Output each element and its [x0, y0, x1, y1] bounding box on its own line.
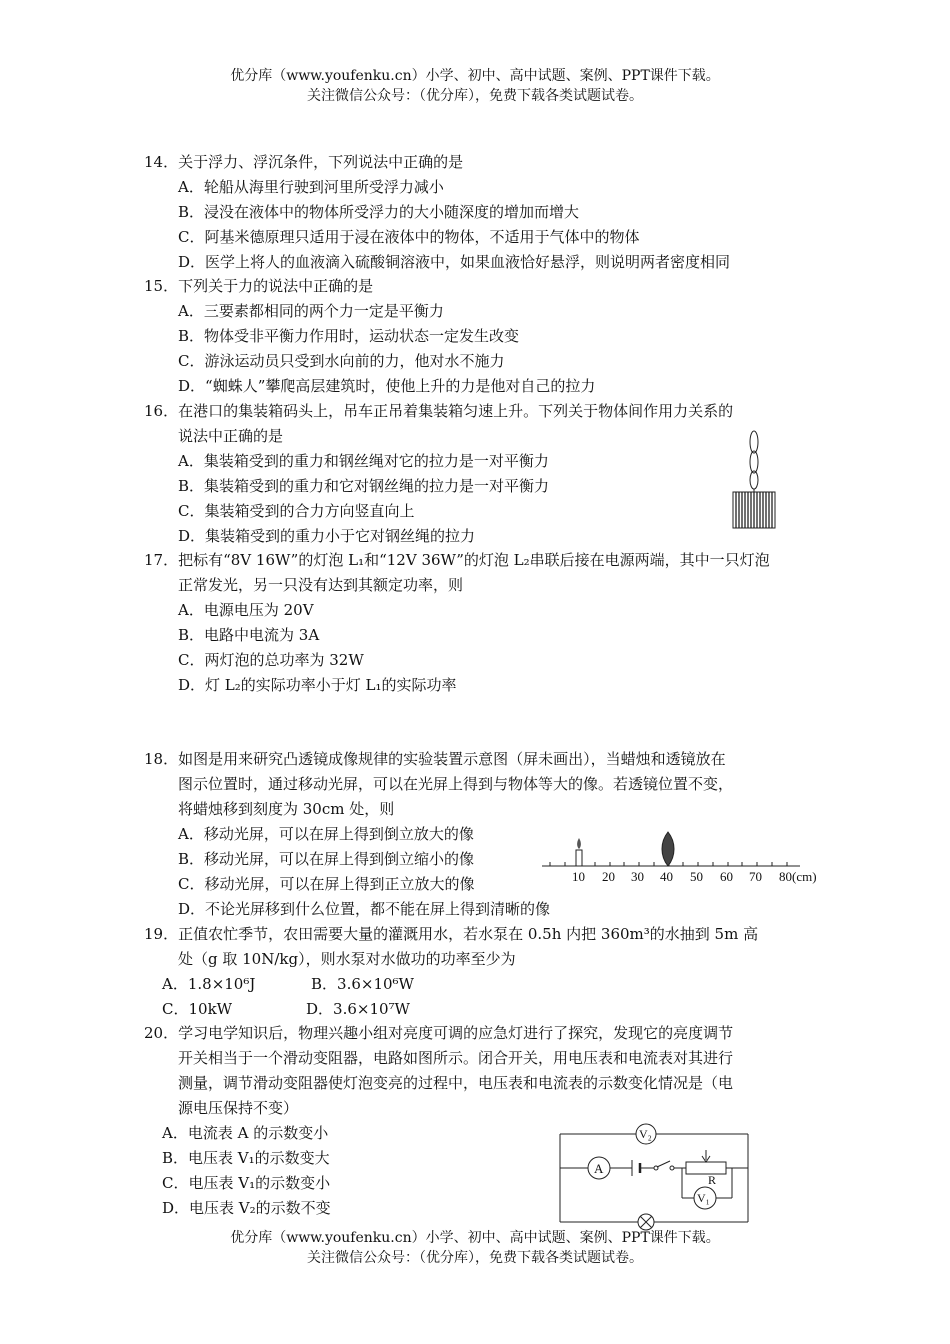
- q15-option-d: D．“蜘蛛人”攀爬高层建筑时，使他上升的力是他对自己的拉力: [178, 377, 596, 395]
- q20-stem-2: 开关相当于一个滑动变阻器，电路如图所示。闭合开关，用电压表和电流表对其进行: [178, 1049, 734, 1067]
- scale-label: 30: [631, 869, 644, 884]
- circuit-diagram: [552, 1122, 758, 1234]
- q16-option-d: D．集装箱受到的重力小于它对钢丝绳的拉力: [178, 527, 476, 545]
- q17-option-b: B．电路中电流为 3A: [178, 626, 320, 644]
- q16-stem-2: 说法中正确的是: [178, 427, 284, 445]
- q18-stem-2: 图示位置时，通过移动光屏，可以在光屏上得到与物体等大的像。若透镜位置不变，: [178, 775, 734, 793]
- scale-label: 10: [572, 869, 585, 884]
- q16-option-a: A．集装箱受到的重力和钢丝绳对它的拉力是一对平衡力: [178, 452, 549, 470]
- q20-option-c: C．电压表 V₁的示数变小: [162, 1174, 331, 1192]
- q18-option-a: A．移动光屏，可以在屏上得到倒立放大的像: [178, 825, 474, 843]
- q16-option-c: C．集装箱受到的合力方向竖直向上: [178, 502, 415, 520]
- scale-label: 70: [749, 869, 762, 884]
- q20-stem-1: 20．学习电学知识后，物理兴趣小组对亮度可调的应急灯进行了探究，发现它的亮度调节: [144, 1024, 734, 1042]
- q14-option-b: B．浸没在液体中的物体所受浮力的大小随深度的增加而增大: [178, 203, 580, 221]
- q18-option-b: B．移动光屏，可以在屏上得到倒立缩小的像: [178, 850, 475, 868]
- q17-option-d: D．灯 L₂的实际功率小于灯 L₁的实际功率: [178, 676, 457, 694]
- q16-stem-1: 16．在港口的集装箱码头上，吊车正吊着集装箱匀速上升。下列关于物体间作用力关系的: [144, 402, 734, 420]
- q17-option-a: A．电源电压为 20V: [178, 601, 314, 619]
- q18-stem-1: 18．如图是用来研究凸透镜成像规律的实验装置示意图（屏未画出），当蜡烛和透镜放在: [144, 750, 726, 768]
- q20-option-a: A．电流表 A 的示数变小: [162, 1124, 329, 1142]
- q14-option-a: A．轮船从海里行驶到河里所受浮力减小: [178, 178, 444, 196]
- q14-option-c: C．阿基米德原理只适用于浸在液体中的物体，不适用于气体中的物体: [178, 228, 640, 246]
- header-line-1: 优分库（www.youfenku.cn）小学、初中、高中试题、案例、PPT课件下载。: [230, 68, 720, 84]
- battery-icon: [632, 1160, 640, 1176]
- candle-icon: [576, 838, 582, 866]
- footer-line-1: 优分库（www.youfenku.cn）小学、初中、高中试题、案例、PPT课件下载。: [230, 1230, 720, 1246]
- q15-option-b: B．物体受非平衡力作用时，运动状态一定发生改变: [178, 327, 520, 345]
- q19-option-a: A．1.8×10⁶J: [162, 975, 256, 993]
- voltmeter-v1-icon: [694, 1187, 716, 1209]
- q20-option-d: D．电压表 V₂的示数不变: [162, 1199, 331, 1217]
- q17-option-c: C．两灯泡的总功率为 32W: [178, 651, 364, 669]
- q19-stem-2: 处（g 取 10N/kg），则水泵对水做功的功率至少为: [178, 950, 516, 968]
- scale-label: 60: [720, 869, 733, 884]
- q14-stem: 14．关于浮力、浮沉条件，下列说法中正确的是: [144, 153, 464, 171]
- q15-option-a: A．三要素都相同的两个力一定是平衡力: [178, 302, 444, 320]
- scale-label: 80(cm): [779, 869, 817, 884]
- q15-stem: 15．下列关于力的说法中正确的是: [144, 277, 374, 295]
- q14-option-d: D．医学上将人的血液滴入硫酸铜溶液中，如果血液恰好悬浮，则说明两者密度相同: [178, 253, 731, 271]
- v1-label: V₁: [697, 1191, 710, 1205]
- container-crane-figure: [728, 428, 780, 530]
- q20-stem-3: 测量，调节滑动变阻器使灯泡变亮的过程中，电压表和电流表的示数变化情况是（电: [178, 1074, 734, 1092]
- footer-line-2: 关注微信公众号：（优分库），免费下载各类试题试卷。: [307, 1250, 643, 1266]
- q19-option-c: C．10kW: [162, 1000, 233, 1018]
- q18-option-c: C．移动光屏，可以在屏上得到正立放大的像: [178, 875, 475, 893]
- rheostat-icon: [686, 1150, 726, 1187]
- voltmeter-v2-icon: [636, 1124, 656, 1144]
- scale-label: 20: [602, 869, 615, 884]
- convex-lens-icon: [662, 832, 674, 866]
- q17-stem-2: 正常发光，另一只没有达到其额定功率，则: [178, 576, 464, 594]
- scale-label: 50: [690, 869, 703, 884]
- q20-stem-4: 源电压保持不变）: [178, 1099, 299, 1117]
- ammeter-label: A: [594, 1161, 604, 1176]
- q18-stem-3: 将蜡烛移到刻度为 30cm 处，则: [178, 800, 395, 818]
- q19-option-b: B．3.6×10⁶W: [311, 975, 414, 993]
- q18-option-d: D．不论光屏移到什么位置，都不能在屏上得到清晰的像: [178, 900, 551, 918]
- ammeter-icon: [588, 1157, 610, 1179]
- optical-bench-figure: [538, 828, 830, 886]
- q15-option-c: C．游泳运动员只受到水向前的力，他对水不施力: [178, 352, 505, 370]
- q17-stem-1: 17．把标有“8V 16W”的灯泡 L₁和“12V 36W”的灯泡 L₂串联后接在电源两端，其中一只灯泡: [144, 551, 770, 569]
- q20-option-b: B．电压表 V₁的示数变大: [162, 1149, 330, 1167]
- q19-option-d: D．3.6×10⁷W: [306, 1000, 410, 1018]
- q16-option-b: B．集装箱受到的重力和它对钢丝绳的拉力是一对平衡力: [178, 477, 550, 495]
- header-line-2: 关注微信公众号：（优分库），免费下载各类试题试卷。: [307, 88, 643, 104]
- v2-label: V₂: [639, 1127, 652, 1141]
- switch-icon: [654, 1161, 674, 1170]
- q19-stem-1: 19．正值农忙季节，农田需要大量的灌溉用水，若水泵在 0.5h 内把 360m³的水抽到 5m 高: [144, 925, 759, 943]
- scale-label: 40: [660, 869, 673, 884]
- rheostat-label: R: [708, 1173, 717, 1187]
